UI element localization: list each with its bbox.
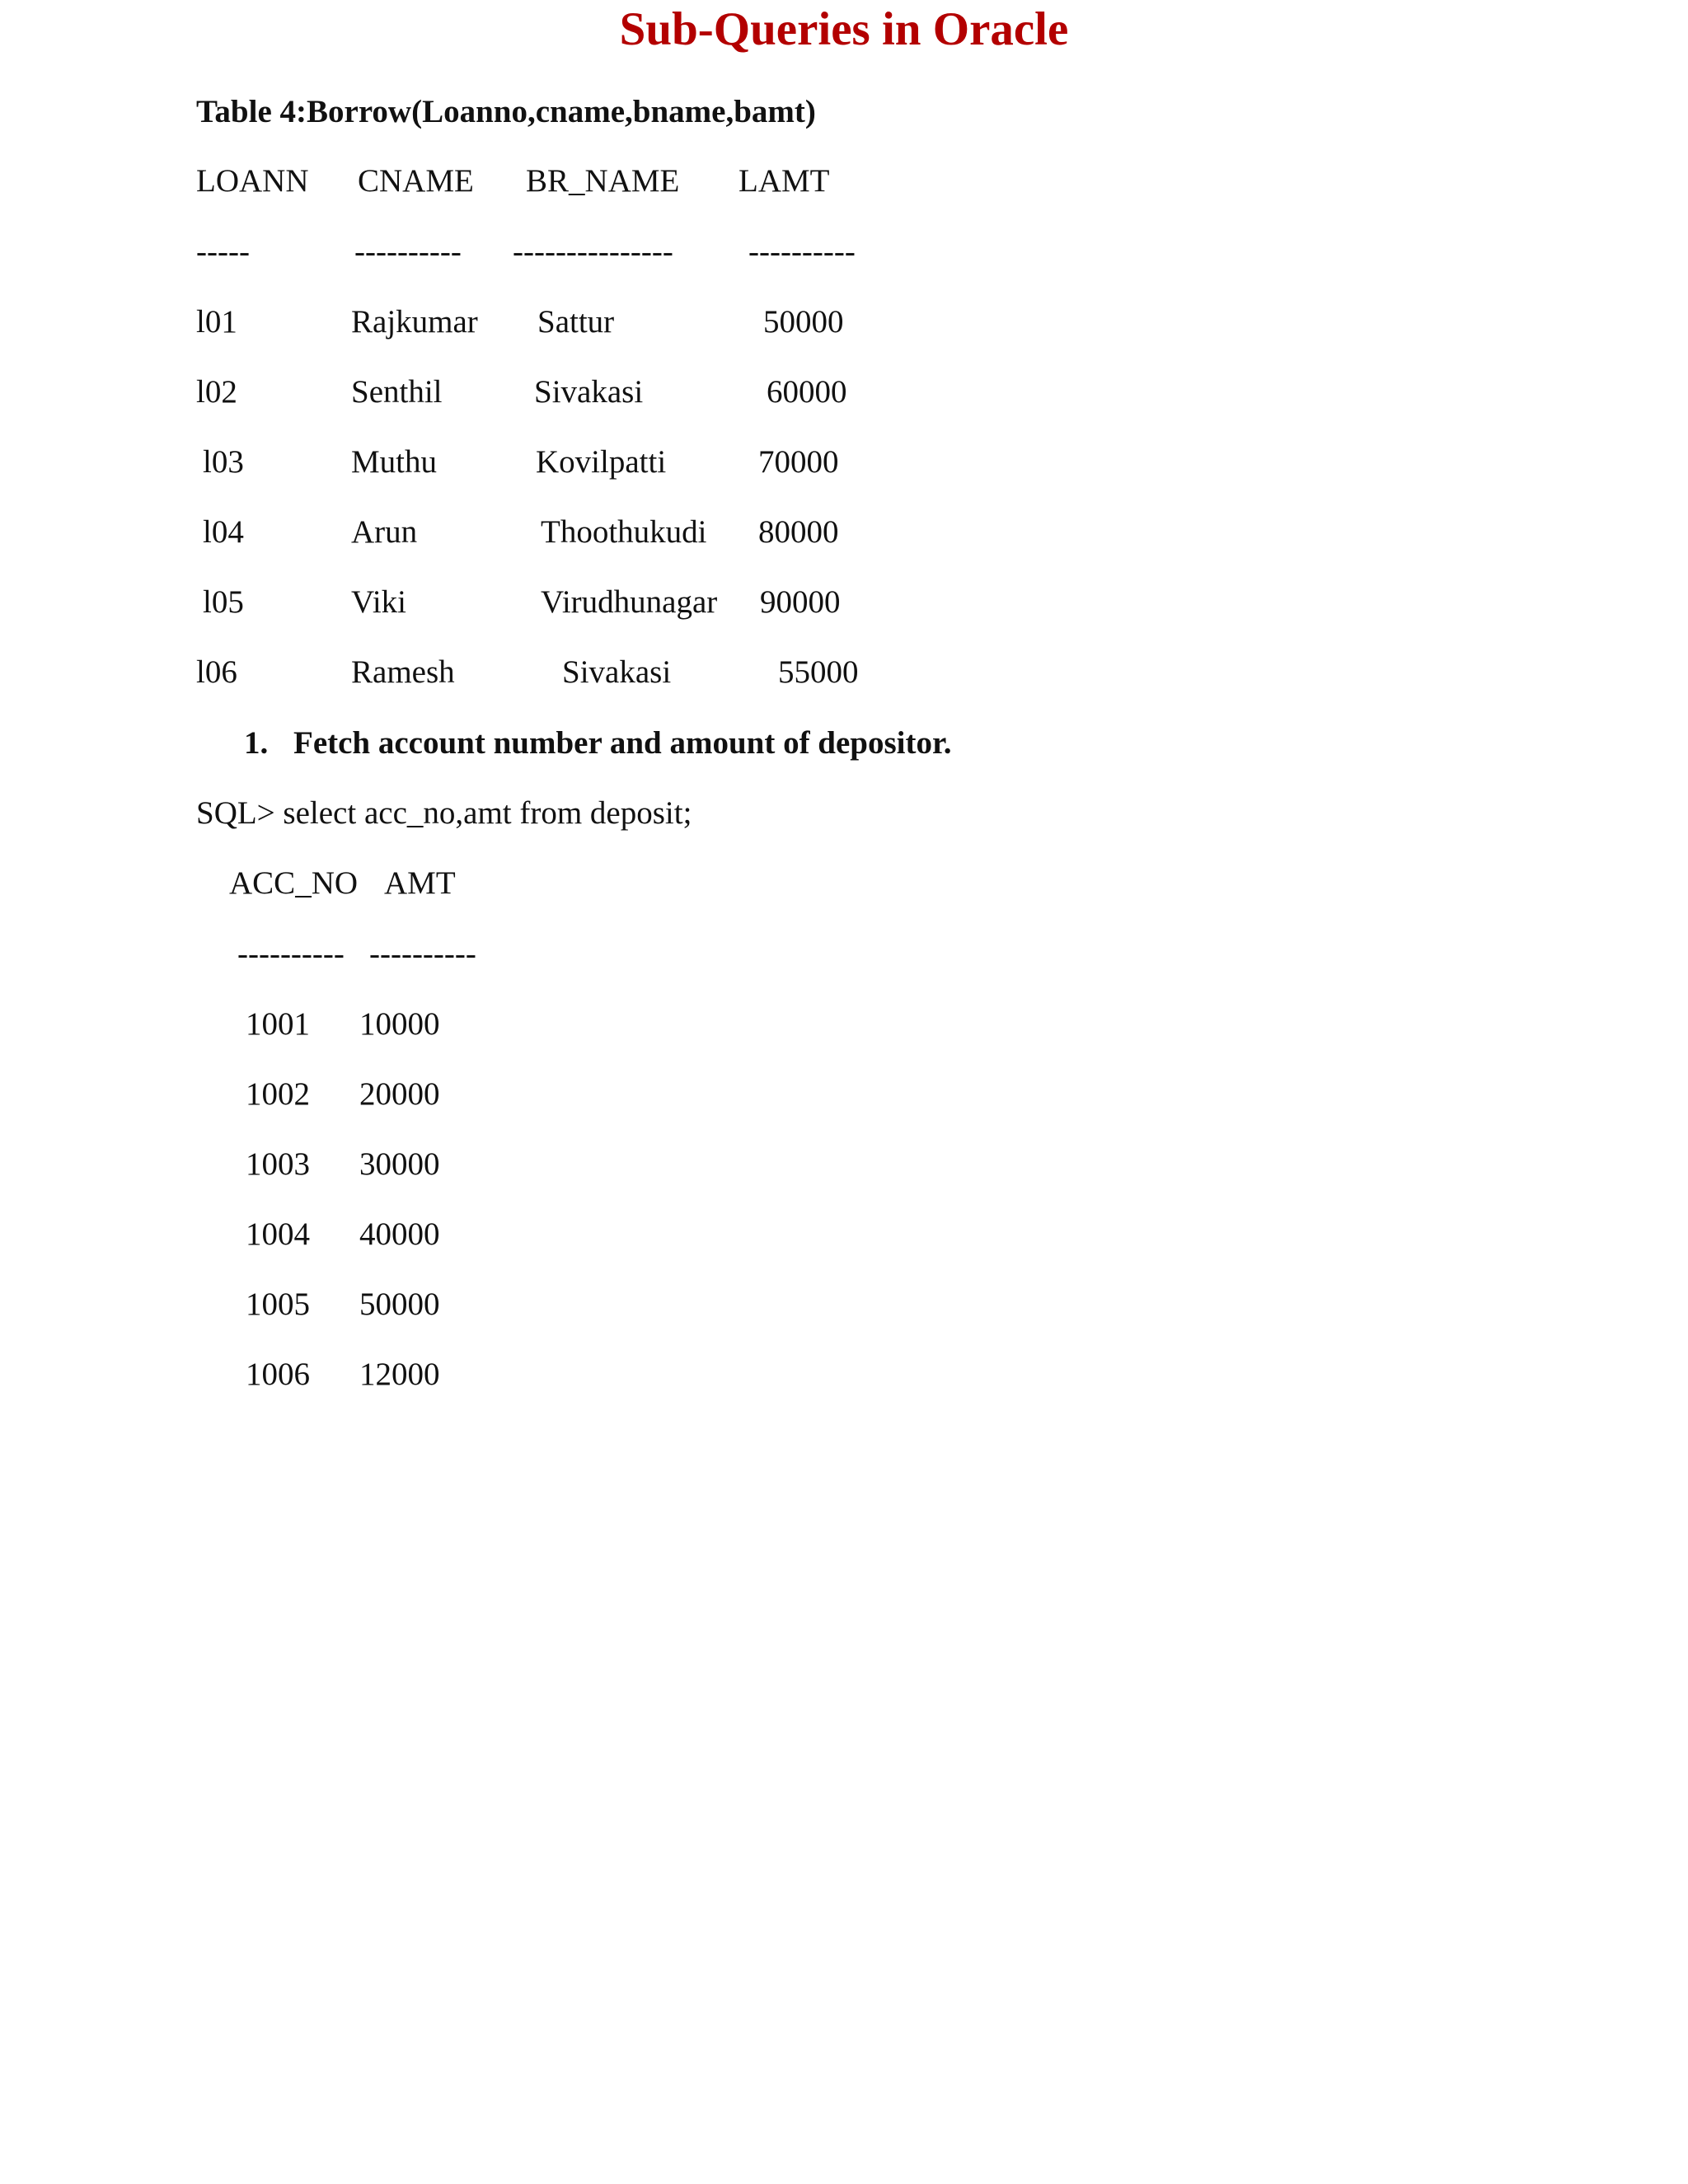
deposit-header-accno: ACC_NO [229, 865, 359, 901]
borrow-header-cname: CNAME [358, 163, 474, 199]
amount: 12000 [359, 1357, 440, 1392]
account-no: 1002 [246, 1076, 310, 1112]
question-number: 1. [244, 725, 269, 761]
borrow-header-lamt: LAMT [738, 163, 830, 199]
account-no: 1001 [246, 1006, 310, 1042]
borrow-header-brname: BR_NAME [526, 163, 680, 199]
branch-name: Sivakasi [534, 374, 644, 410]
loan-no: l04 [203, 514, 244, 550]
amount: 10000 [359, 1006, 440, 1042]
branch-name: Kovilpatti [536, 444, 667, 480]
branch-name: Thoothukudi [541, 514, 707, 550]
loan-amount: 55000 [778, 654, 859, 690]
loan-no: l06 [196, 654, 237, 690]
borrow-header-loanno: LOANN [196, 163, 309, 199]
amount: 20000 [359, 1076, 440, 1112]
branch-name: Sattur [537, 304, 615, 340]
borrow-separator: ---------- [354, 234, 462, 269]
sql-command: SQL> select acc_no,amt from deposit; [196, 795, 692, 831]
account-no: 1004 [246, 1216, 310, 1252]
loan-no: l03 [203, 444, 244, 480]
loan-amount: 80000 [758, 514, 839, 550]
question-text: Fetch account number and amount of depositor. [293, 725, 952, 761]
deposit-separator: ---------- [237, 936, 345, 972]
table-caption: Table 4:Borrow(Loanno,cname,bname,bamt) [196, 94, 816, 129]
account-no: 1003 [246, 1146, 310, 1182]
borrow-separator: ----- [196, 234, 250, 269]
loan-amount: 60000 [767, 374, 847, 410]
borrow-separator: ---------- [748, 234, 856, 269]
loan-no: l05 [203, 584, 244, 620]
page-title: Sub-Queries in Oracle [619, 3, 1069, 55]
customer-name: Muthu [351, 444, 438, 480]
customer-name: Arun [351, 514, 418, 550]
customer-name: Viki [351, 584, 406, 620]
amount: 50000 [359, 1286, 440, 1322]
loan-amount: 70000 [758, 444, 839, 480]
loan-amount: 50000 [763, 304, 844, 340]
loan-no: l02 [196, 374, 237, 410]
account-no: 1006 [246, 1357, 310, 1392]
branch-name: Virudhunagar [541, 584, 718, 620]
account-no: 1005 [246, 1286, 310, 1322]
amount: 30000 [359, 1146, 440, 1182]
loan-no: l01 [196, 304, 237, 340]
branch-name: Sivakasi [562, 654, 672, 690]
customer-name: Ramesh [351, 654, 455, 690]
borrow-separator: --------------- [513, 234, 673, 269]
customer-name: Rajkumar [351, 304, 478, 340]
amount: 40000 [359, 1216, 440, 1252]
loan-amount: 90000 [760, 584, 841, 620]
customer-name: Senthil [351, 374, 443, 410]
deposit-header-amt: AMT [384, 865, 456, 901]
deposit-separator: ---------- [369, 936, 476, 972]
